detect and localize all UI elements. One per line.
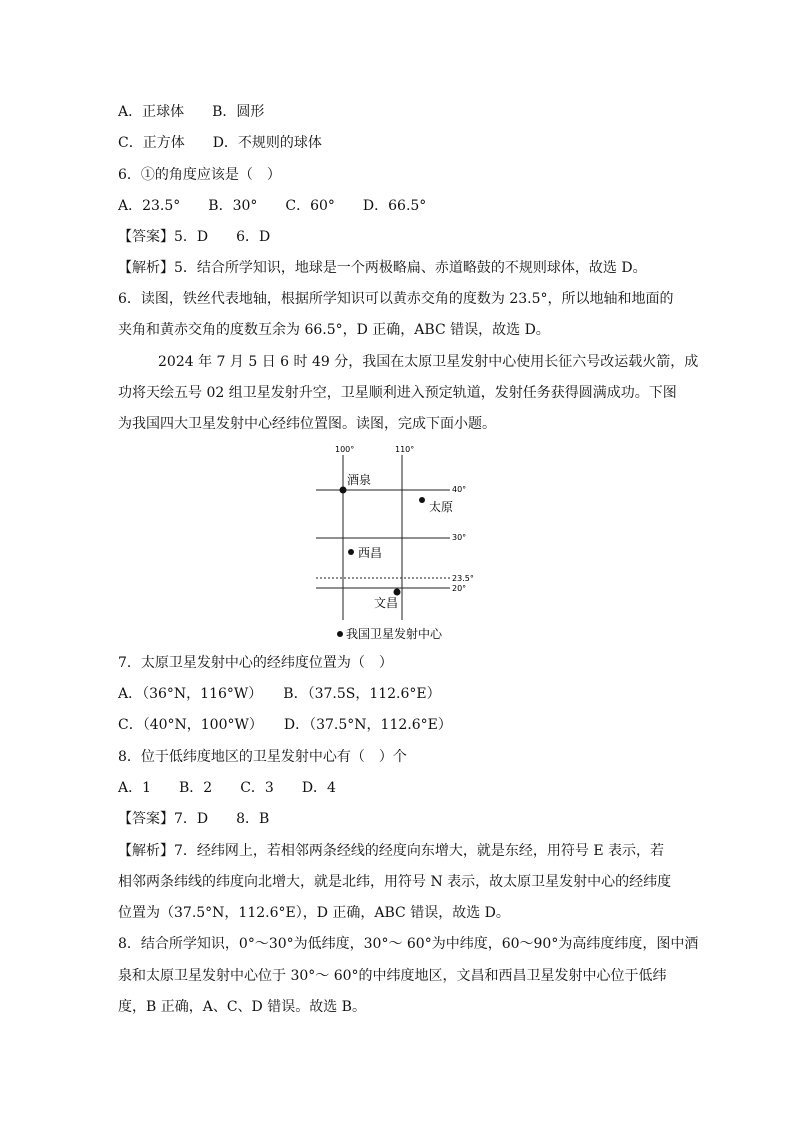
q5-options-cd: C．正方体 D．不规则的球体 — [118, 135, 322, 151]
analysis-6-line2: 夹角和黄赤交角的度数互余为 66.5°，D 正确，ABC 错误，故选 D。 — [118, 322, 550, 338]
q7-options-cd: C．（40°N，100°W） D．（37.5°N，112.6°E） — [118, 717, 452, 733]
q7-question: 7．太原卫星发射中心的经纬度位置为（ ） — [118, 655, 393, 671]
analysis-8-line1: 8．结合所学知识，0°～30°为低纬度，30°～ 60°为中纬度，60～90°为高纬度纬度，图中酒 — [118, 936, 699, 952]
answer-5-6: 【答案】5．D 6．D — [118, 229, 271, 245]
analysis-7-line3: 位置为（37.5°N，112.6°E），D 正确，ABC 错误，故选 D。 — [118, 905, 510, 921]
wenchang-dot — [394, 589, 401, 596]
q7-options-ab: A．（36°N，116°W） B．（37.5S，112.6°E） — [118, 686, 441, 702]
latlon-grid-map — [300, 440, 500, 650]
analysis-8-line2: 泉和太原卫星发射中心位于 30°～ 60°的中纬度地区，文昌和西昌卫星发射中心位于低纬 — [118, 968, 667, 984]
xichang-dot — [348, 549, 354, 555]
lon-label-100: 100° — [335, 445, 355, 454]
lon-label-110: 110° — [395, 445, 415, 454]
taiyuan-label: 太原 — [429, 500, 454, 514]
taiyuan-dot — [419, 497, 425, 503]
launch-center-map-figure — [300, 440, 500, 650]
analysis-6-line1: 6．读图，铁丝代表地轴，根据所学知识可以黄赤交角的度数为 23.5°，所以地轴和地面的 — [118, 291, 674, 307]
jiuquan-label: 酒泉 — [347, 473, 372, 487]
analysis-7-line1: 【解析】7．经纬网上，若相邻两条经线的经度向东增大，就是东经，用符号 E 表示，若 — [118, 843, 665, 859]
analysis-7-line2: 相邻两条纬线的纬度向北增大，就是北纬，用符号 N 表示，故太原卫星发射中心的经纬度 — [118, 874, 672, 890]
q6-question: 6．①的角度应该是（ ） — [118, 167, 281, 183]
jiuquan-dot — [340, 487, 347, 494]
legend-label: 我国卫星发射中心 — [346, 627, 443, 641]
legend-dot — [337, 631, 343, 637]
answer-7-8: 【答案】7．D 8．B — [118, 811, 270, 827]
q8-options: A．1 B．2 C．3 D．4 — [118, 780, 336, 796]
q6-options: A．23.5° B．30° C．60° D．66.5° — [118, 198, 427, 214]
wenchang-label: 文昌 — [374, 596, 399, 610]
lat-label-23-5: 23.5° — [452, 574, 474, 583]
lat-label-30: 30° — [452, 533, 467, 542]
xichang-label: 西昌 — [358, 546, 383, 560]
lat-label-20: 20° — [452, 584, 467, 593]
q8-question: 8．位于低纬度地区的卫星发射中心有（ ）个 — [118, 749, 407, 765]
passage-line2: 功将天绘五号 02 组卫星发射升空，卫星顺利进入预定轨道，发射任务获得圆满成功。下图 — [118, 385, 677, 401]
q5-options-ab: A．正球体 B．圆形 — [118, 104, 265, 120]
analysis-8-line3: 度，B 正确，A、C、D 错误。故选 B。 — [118, 999, 366, 1015]
analysis-5: 【解析】5．结合所学知识，地球是一个两极略扁、赤道略鼓的不规则球体，故选 D。 — [118, 260, 647, 276]
lat-label-40: 40° — [452, 485, 467, 494]
passage-line1: 2024 年 7 月 5 日 6 时 49 分，我国在太原卫星发射中心使用长征六号改运载火箭，成 — [158, 354, 699, 370]
passage-line3: 为我国四大卫星发射中心经纬位置图。读图，完成下面小题。 — [118, 416, 496, 432]
